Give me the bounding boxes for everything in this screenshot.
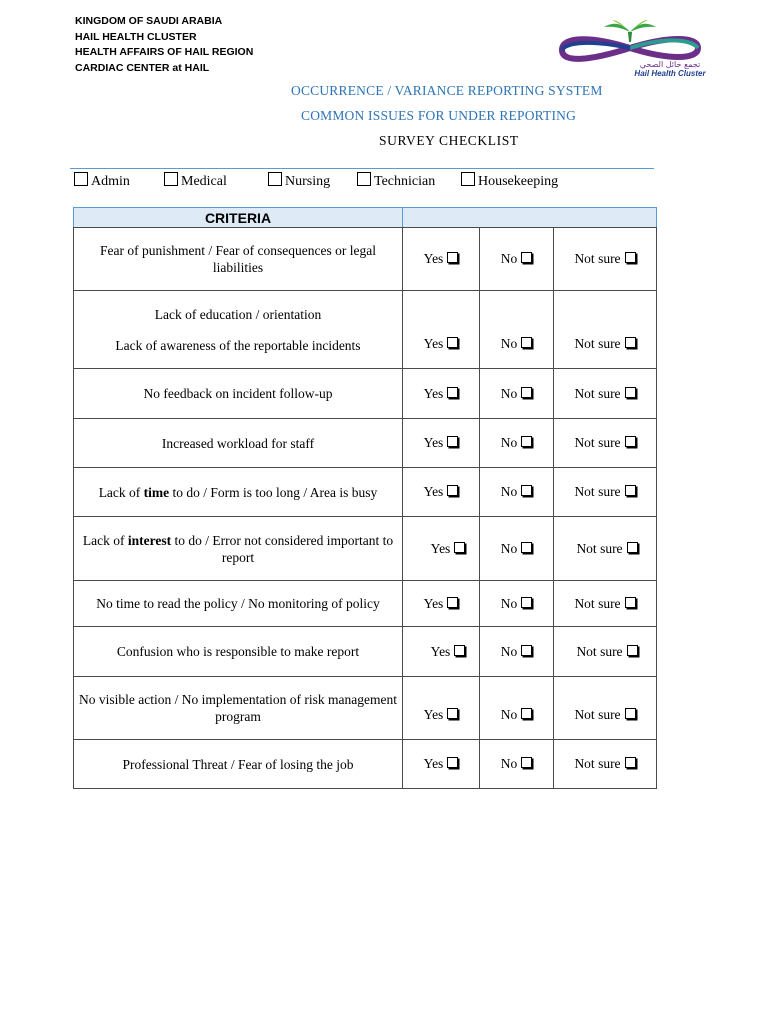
option-label: Yes — [423, 435, 444, 450]
checkbox-icon[interactable] — [454, 645, 465, 656]
checkbox-icon[interactable] — [521, 485, 532, 496]
option-label: No — [500, 484, 518, 499]
criterion-part: to do / Error not considered important to report — [171, 532, 394, 565]
checkbox-icon[interactable] — [625, 337, 636, 348]
not-sure-option[interactable] — [554, 369, 657, 419]
criteria-header: CRITERIA — [74, 208, 403, 228]
checkbox-icon[interactable] — [447, 337, 458, 348]
yes-option[interactable] — [403, 677, 480, 740]
criterion-emphasis: interest — [127, 532, 172, 548]
not-sure-option[interactable] — [554, 581, 657, 627]
org-line: CARDIAC CENTER at HAIL — [75, 61, 210, 74]
no-option[interactable] — [480, 627, 554, 677]
criterion-text: No feedback on incident follow-up — [74, 369, 403, 419]
option-label: Yes — [423, 707, 444, 722]
category-nursing-option[interactable] — [268, 172, 330, 190]
checkbox-icon[interactable] — [164, 172, 178, 186]
checkbox-icon[interactable] — [447, 252, 458, 263]
checkbox-icon[interactable] — [521, 597, 532, 608]
option-label: No — [500, 643, 518, 659]
subtitle: COMMON ISSUES FOR UNDER REPORTING — [301, 108, 577, 123]
option-label: Yes — [423, 335, 444, 351]
checkbox-icon[interactable] — [625, 708, 636, 719]
table-row — [74, 291, 657, 369]
answer-header-cell — [403, 208, 657, 228]
criterion-text: No visible action / No implementation of risk management program — [74, 677, 403, 740]
category-label: Technician — [374, 174, 436, 189]
option-label: Yes — [423, 385, 444, 401]
org-line: KINGDOM OF SAUDI ARABIA — [75, 15, 223, 27]
checkbox-icon[interactable] — [447, 436, 458, 447]
yes-option[interactable] — [403, 228, 480, 291]
no-option[interactable] — [480, 677, 554, 740]
category-medical-option[interactable] — [164, 172, 227, 190]
checkbox-icon[interactable] — [74, 172, 88, 186]
option-label: No — [500, 707, 518, 722]
checkbox-icon[interactable] — [521, 436, 532, 447]
criterion-emphasis: time — [143, 484, 170, 500]
checkbox-icon[interactable] — [521, 337, 532, 348]
not-sure-option[interactable] — [554, 291, 657, 369]
table-row — [74, 228, 657, 291]
criterion-text — [74, 291, 403, 369]
checkbox-icon[interactable] — [521, 708, 532, 719]
not-sure-option[interactable] — [554, 468, 657, 517]
not-sure-option[interactable] — [554, 419, 657, 468]
criterion-text: Increased workload for staff — [74, 419, 403, 468]
yes-option[interactable] — [403, 291, 480, 369]
table-row — [74, 369, 657, 419]
category-admin-option[interactable] — [74, 172, 130, 190]
not-sure-option[interactable] — [554, 677, 657, 740]
criterion-text — [74, 468, 403, 517]
option-label: No — [500, 335, 518, 351]
option-label: Not sure — [576, 643, 623, 659]
option-label: Yes — [430, 540, 451, 556]
option-label: No — [500, 251, 518, 266]
title-divider — [70, 168, 654, 169]
not-sure-option[interactable] — [554, 228, 657, 291]
no-option[interactable] — [480, 517, 554, 581]
option-label: No — [500, 540, 518, 556]
staff-category-selector — [0, 172, 768, 192]
table-row — [74, 581, 657, 627]
option-label: Yes — [423, 756, 444, 771]
no-option[interactable] — [480, 419, 554, 468]
checkbox-icon[interactable] — [625, 757, 636, 768]
yes-option[interactable] — [403, 517, 480, 581]
category-label: Medical — [181, 174, 227, 189]
checkbox-icon[interactable] — [357, 172, 371, 186]
checkbox-icon[interactable] — [625, 597, 636, 608]
option-label: No — [500, 595, 518, 611]
option-label: Not sure — [576, 540, 623, 556]
option-label: Not sure — [574, 251, 621, 266]
checkbox-icon[interactable] — [521, 757, 532, 768]
yes-option[interactable] — [403, 468, 480, 517]
option-label: Not sure — [574, 756, 621, 771]
no-option[interactable] — [480, 468, 554, 517]
checkbox-icon[interactable] — [447, 485, 458, 496]
no-option[interactable] — [480, 369, 554, 419]
checkbox-icon[interactable] — [625, 436, 636, 447]
checkbox-icon[interactable] — [521, 645, 532, 656]
checkbox-icon[interactable] — [447, 387, 458, 398]
not-sure-option[interactable] — [554, 740, 657, 789]
yes-option[interactable] — [403, 627, 480, 677]
category-technician-option[interactable] — [357, 172, 435, 190]
option-label: Yes — [423, 484, 444, 499]
yes-option[interactable] — [403, 419, 480, 468]
category-housekeeping-option[interactable] — [461, 172, 558, 190]
checkbox-icon[interactable] — [447, 708, 458, 719]
hail-health-cluster-logo — [552, 18, 708, 78]
org-line: HEALTH AFFAIRS OF HAIL REGION — [75, 46, 254, 58]
checkbox-icon[interactable] — [627, 542, 638, 553]
option-label: Yes — [423, 595, 444, 611]
table-row — [74, 468, 657, 517]
option-label: Not sure — [574, 707, 621, 722]
checkbox-icon[interactable] — [625, 387, 636, 398]
option-label: No — [500, 385, 518, 401]
option-label: No — [500, 756, 518, 771]
option-label: Not sure — [574, 385, 621, 401]
option-label: No — [500, 435, 518, 450]
category-label: Housekeeping — [478, 174, 559, 189]
logo-caption: Hail Health Cluster — [634, 69, 706, 78]
checkbox-icon[interactable] — [447, 757, 458, 768]
checkbox-icon[interactable] — [447, 597, 458, 608]
table-row — [74, 419, 657, 468]
table-row — [74, 627, 657, 677]
checkbox-icon[interactable] — [268, 172, 282, 186]
criterion-line: Lack of education / orientation — [154, 306, 322, 322]
criterion-text: Confusion who is responsible to make report — [74, 627, 403, 677]
category-label: Nursing — [285, 174, 331, 189]
checkbox-icon[interactable] — [521, 252, 532, 263]
criterion-text — [74, 517, 403, 581]
no-option[interactable] — [480, 740, 554, 789]
criteria-table — [73, 207, 657, 789]
option-label: Not sure — [574, 335, 621, 351]
table-row — [74, 517, 657, 581]
criterion-part: to do / Form is too long / Area is busy — [169, 484, 378, 500]
no-option[interactable] — [480, 228, 554, 291]
yes-option[interactable] — [403, 369, 480, 419]
yes-option[interactable] — [403, 581, 480, 627]
checkbox-icon[interactable] — [454, 542, 465, 553]
criterion-part: Lack of — [98, 484, 144, 500]
logo-arabic-text: تجمع حائل الصحي — [639, 60, 701, 69]
no-option[interactable] — [480, 291, 554, 369]
table-row — [74, 740, 657, 789]
criterion-part: Lack of — [82, 532, 128, 548]
no-option[interactable] — [480, 581, 554, 627]
org-line: HAIL HEALTH CLUSTER — [75, 30, 197, 43]
criterion-text: No time to read the policy / No monitoring of policy — [74, 581, 403, 627]
option-label: Yes — [423, 251, 444, 266]
checkbox-icon[interactable] — [625, 485, 636, 496]
checkbox-icon[interactable] — [521, 542, 532, 553]
criterion-text: Fear of punishment / Fear of consequences or legal liabilities — [74, 228, 403, 291]
yes-option[interactable] — [403, 740, 480, 789]
checkbox-icon[interactable] — [625, 252, 636, 263]
checkbox-icon[interactable] — [627, 645, 638, 656]
not-sure-option[interactable] — [554, 517, 657, 581]
checkbox-icon[interactable] — [521, 387, 532, 398]
option-label: Not sure — [574, 595, 621, 611]
option-label: Yes — [430, 643, 451, 659]
checkbox-icon[interactable] — [461, 172, 475, 186]
not-sure-option[interactable] — [554, 627, 657, 677]
table-header-row — [74, 208, 657, 228]
criterion-text: Professional Threat / Fear of losing the job — [74, 740, 403, 789]
organization-header — [75, 14, 253, 76]
option-label: Not sure — [574, 484, 621, 499]
system-title: OCCURRENCE / VARIANCE REPORTING SYSTEM — [291, 83, 603, 98]
checklist-title: SURVEY CHECKLIST — [379, 133, 519, 148]
table-row — [74, 677, 657, 740]
category-label: Admin — [91, 174, 130, 189]
option-label: Not sure — [574, 435, 621, 450]
criterion-line: Lack of awareness of the reportable incidents — [115, 337, 361, 353]
